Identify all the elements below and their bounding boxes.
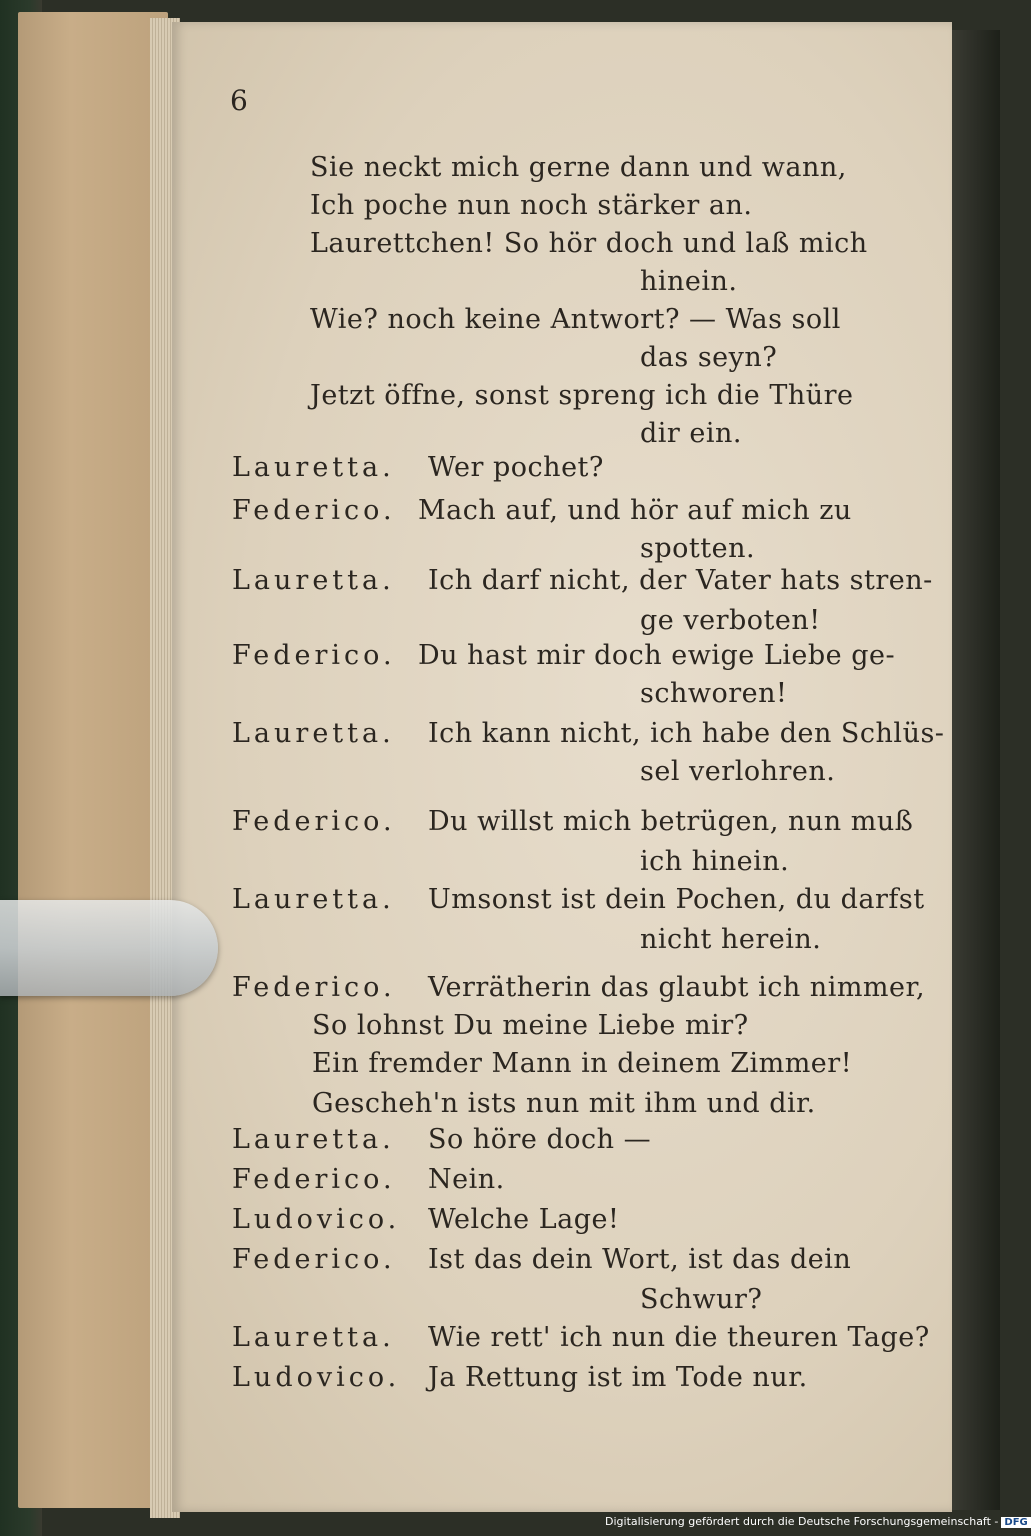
speaker-name: Federico. [232,1244,396,1275]
dialogue-line: Nein. [428,1164,505,1195]
dialogue-line-continuation: ich hinein. [640,846,790,877]
book-binding-right [952,30,1000,1510]
dialogue-line: Ist das dein Wort, ist das dein [428,1244,852,1275]
verse-line: Ich poche nun noch stärker an. [310,190,753,221]
speaker-name: Federico. [232,806,396,837]
speaker-name: Lauretta. [232,1322,395,1353]
footer-text: Digitalisierung gefördert durch die Deutsche Forschungsgemeinschaft - [605,1515,999,1528]
verse-line: Gescheh'n ists nun mit ihm und dir. [312,1088,816,1119]
dialogue-line: Ich darf nicht, der Vater hats stren- [428,565,933,596]
dialogue-line: Umsonst ist dein Pochen, du darfst [428,884,925,915]
digitization-footer [605,1515,1031,1528]
dialogue-line: Du hast mir doch ewige Liebe ge- [418,640,896,671]
speaker-name: Federico. [232,1164,396,1195]
dialogue-line-continuation: nicht herein. [640,924,822,955]
dfg-logo: DFG [1001,1517,1030,1528]
verse-line: Ein fremder Mann in deinem Zimmer! [312,1048,853,1079]
speaker-name: Lauretta. [232,884,395,915]
dialogue-line: Mach auf, und hör auf mich zu [418,495,852,526]
verse-line: Laurettchen! So hör doch und laß mich [310,228,868,259]
speaker-name: Federico. [232,495,396,526]
speaker-name: Ludovico. [232,1204,401,1235]
verse-line: Jetzt öffne, sonst spreng ich die Thüre [310,380,854,411]
verse-line-continuation: das seyn? [640,342,778,373]
page-number: 6 [230,84,248,117]
speaker-name: Federico. [232,640,396,671]
dialogue-line: Ja Rettung ist im Tode nur. [428,1362,808,1393]
speaker-name: Federico. [232,972,396,1003]
dialogue-line-continuation: sel verlohren. [640,756,836,787]
speaker-name: Lauretta. [232,452,395,483]
dialogue-line-continuation: ge verboten! [640,605,821,636]
dialogue-line: Verrätherin das glaubt ich nimmer, [428,972,926,1003]
verse-line-continuation: dir ein. [640,418,742,449]
verse-line: So lohnst Du meine Liebe mir? [312,1010,749,1041]
dialogue-line: Wer pochet? [428,452,604,483]
dialogue-line: Ich kann nicht, ich habe den Schlüs- [428,718,945,749]
speaker-name: Lauretta. [232,1124,395,1155]
verse-line: Sie neckt mich gerne dann und wann, [310,152,847,183]
dialogue-line: Wie rett' ich nun die theuren Tage? [428,1322,930,1353]
speaker-name: Ludovico. [232,1362,401,1393]
dialogue-line: Du willst mich betrügen, nun muß [428,806,914,837]
dialogue-line-continuation: spotten. [640,533,756,564]
page-clip-bookmark [0,900,218,996]
dialogue-line: Welche Lage! [428,1204,620,1235]
verse-line-continuation: hinein. [640,266,738,297]
dialogue-line-continuation: Schwur? [640,1284,763,1315]
speaker-name: Lauretta. [232,565,395,596]
speaker-name: Lauretta. [232,718,395,749]
book-cover-board [18,12,168,1508]
verse-line: Wie? noch keine Antwort? — Was soll [310,304,841,335]
dialogue-line: So höre doch — [428,1124,652,1155]
dialogue-line-continuation: schworen! [640,678,788,709]
